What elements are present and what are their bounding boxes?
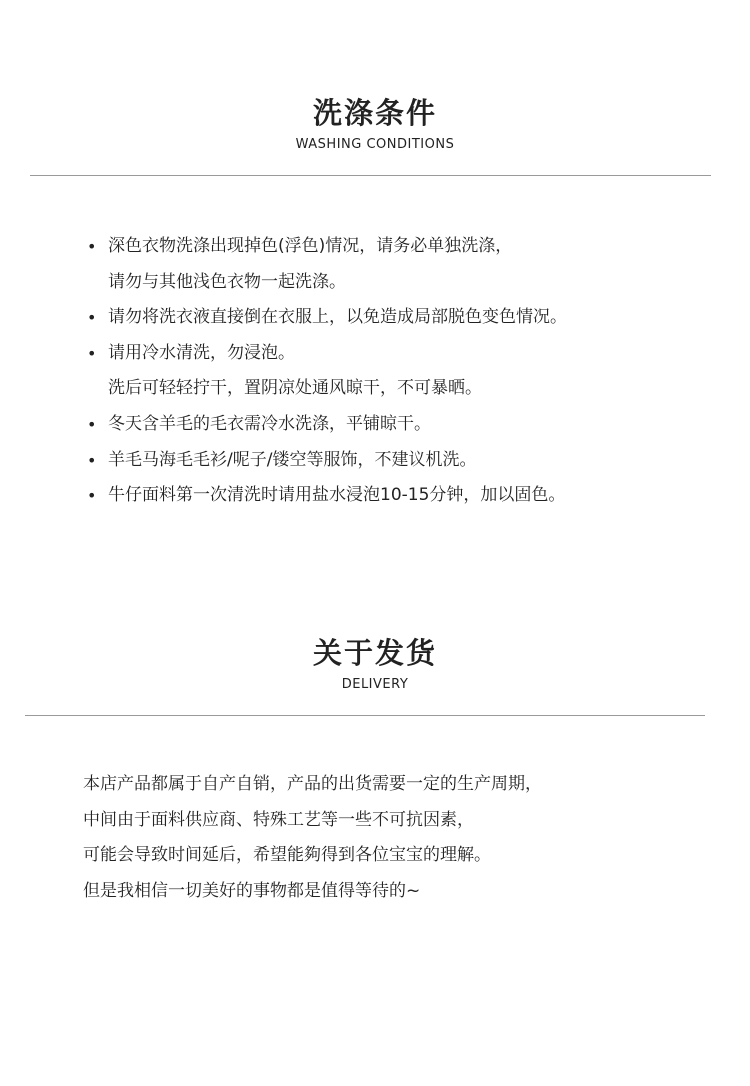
washing-subtitle: WASHING CONDITIONS — [295, 137, 455, 152]
washing-divider — [30, 175, 711, 176]
washing-row — [84, 478, 724, 514]
washing-row — [84, 229, 724, 265]
delivery-paragraph — [83, 767, 723, 909]
washing-row-text: 冬天含羊毛的毛衣需冷水洗涤，平铺晾干。 — [108, 413, 431, 434]
washing-title: 洗涤条件 — [312, 96, 437, 130]
bullet-icon: • — [87, 450, 97, 470]
delivery-line: 本店产品都属于自产自销，产品的出货需要一定的生产周期， — [83, 774, 542, 794]
delivery-line: 可能会导致时间延后，希望能夠得到各位宝宝的理解。 — [83, 845, 491, 866]
bullet-icon: • — [87, 237, 97, 256]
washing-row-text: 牛仔面料第一次清洗时请用盐水浸泡10-15分钟，加以固色。 — [108, 485, 566, 506]
washing-row-text: 请勿与其他浅色衣物一起洗涤。 — [108, 271, 346, 292]
delivery-line: 中间由于面料供应商、特殊工艺等一些不可抗因素， — [83, 809, 474, 830]
washing-row-text: 深色衣物洗涤出现掉色(浮色)情况，请务必单独洗涤， — [108, 236, 513, 256]
washing-row-text: 请勿将洗衣液直接倒在衣服上，以免造成局部脱色变色情况。 — [108, 307, 567, 328]
bullet-icon: • — [87, 308, 97, 328]
washing-row-text: 请用冷水清洗，勿浸泡。 — [108, 342, 295, 363]
washing-list — [84, 229, 724, 514]
washing-row — [84, 371, 724, 407]
washing-row — [84, 336, 724, 372]
delivery-title: 关于发货 — [312, 636, 437, 670]
washing-row — [84, 300, 724, 336]
washing-row-text: 羊毛马海毛毛衫/呢子/镂空等服饰，不建议机洗。 — [108, 449, 477, 470]
delivery-line: 但是我相信一切美好的事物都是值得等待的~ — [83, 880, 421, 901]
bullet-icon: • — [87, 343, 97, 363]
bullet-icon: • — [87, 414, 97, 434]
washing-row — [84, 265, 724, 301]
washing-row — [84, 443, 724, 479]
bullet-icon: • — [87, 486, 97, 506]
washing-row-text: 洗后可轻轻拧干，置阴凉处通风晾干，不可暴晒。 — [108, 378, 482, 399]
delivery-subtitle: DELIVERY — [341, 677, 409, 692]
washing-row — [84, 407, 724, 443]
delivery-divider — [25, 715, 705, 716]
